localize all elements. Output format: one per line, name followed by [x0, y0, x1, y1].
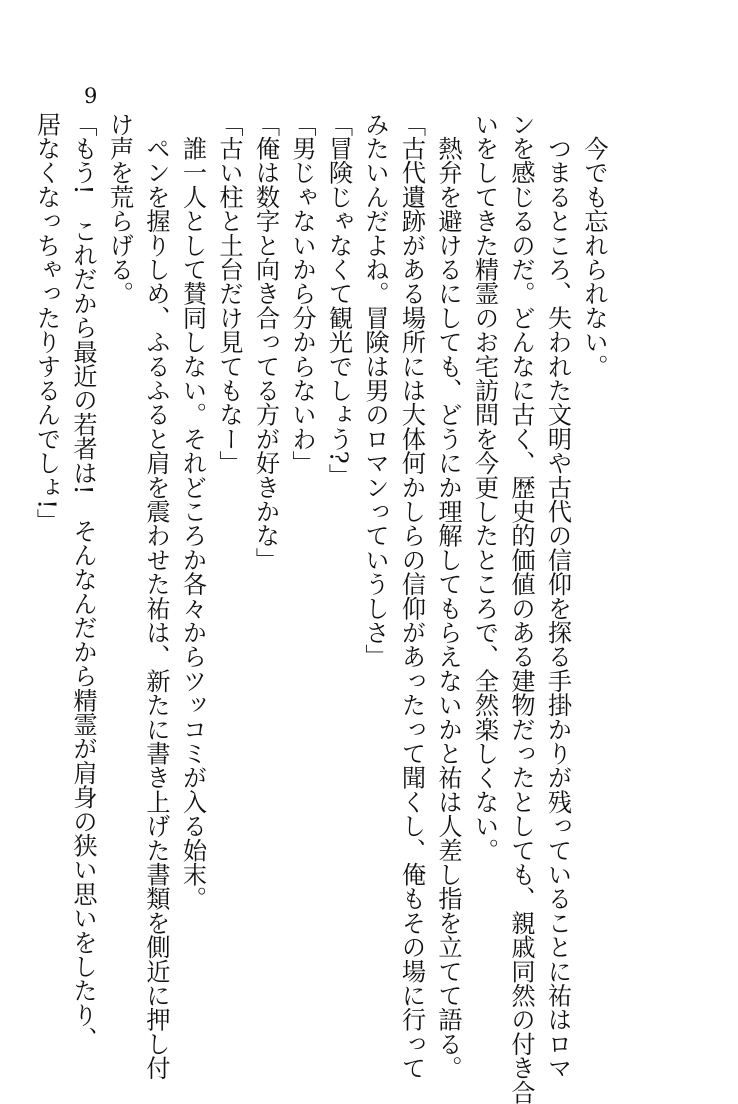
text-line: 熱弁を避けるにしても、どうにか理解してもらえないかと祐は人差し指を立てて語る。	[434, 112, 462, 1080]
page-number: 9	[84, 84, 98, 108]
text-line: ペンを握りしめ、ふるふると肩を震わせた祐は、新たに書き上げた書類を側近に押し付	[142, 112, 170, 1080]
text-line: みたいんだよね。冒険は男のロマンっていうしさ」	[361, 112, 389, 669]
text-line: 「冒険じゃなくて観光でしょう?」	[324, 112, 353, 488]
text-line: 誰一人として賛同しない。それどころか各々からツッコミが入る始末。	[178, 112, 207, 911]
text-line: 「俺は数字と向き合ってる方が好きかな」	[251, 112, 280, 572]
text-line: 今でも忘れられない。	[580, 112, 608, 379]
body-text	[28, 112, 612, 1104]
text-line: つまるところ、失われた文明や古代の信仰を探る手掛かりが残っていることに祐はロマ	[543, 112, 572, 1080]
text-line: 「もう! これだから最近の若者は! そんなんだから精霊が肩身の狭い思いをしたり、	[69, 112, 97, 1052]
text-line: 「古い柱と土台だけ見てもなー」	[215, 112, 243, 475]
text-line: け声を荒らげる。	[105, 112, 134, 306]
text-line: ンを感じるのだ。どんなに古く、歴史的価値のある建物だったとしても、親戚同然の付き合	[507, 112, 535, 1104]
text-line: 居なくなっちゃったりするんでしょ!」	[32, 112, 61, 534]
text-line: 「男じゃないから分からないわ」	[288, 112, 316, 475]
text-line: 「古代遺跡がある場所には大体何かしらの信仰があったって聞くし、俺もその場に行って	[397, 112, 426, 1080]
text-line: いをしてきた精霊のお宅訪問を今更したところで、全然楽しくない。	[470, 112, 499, 863]
